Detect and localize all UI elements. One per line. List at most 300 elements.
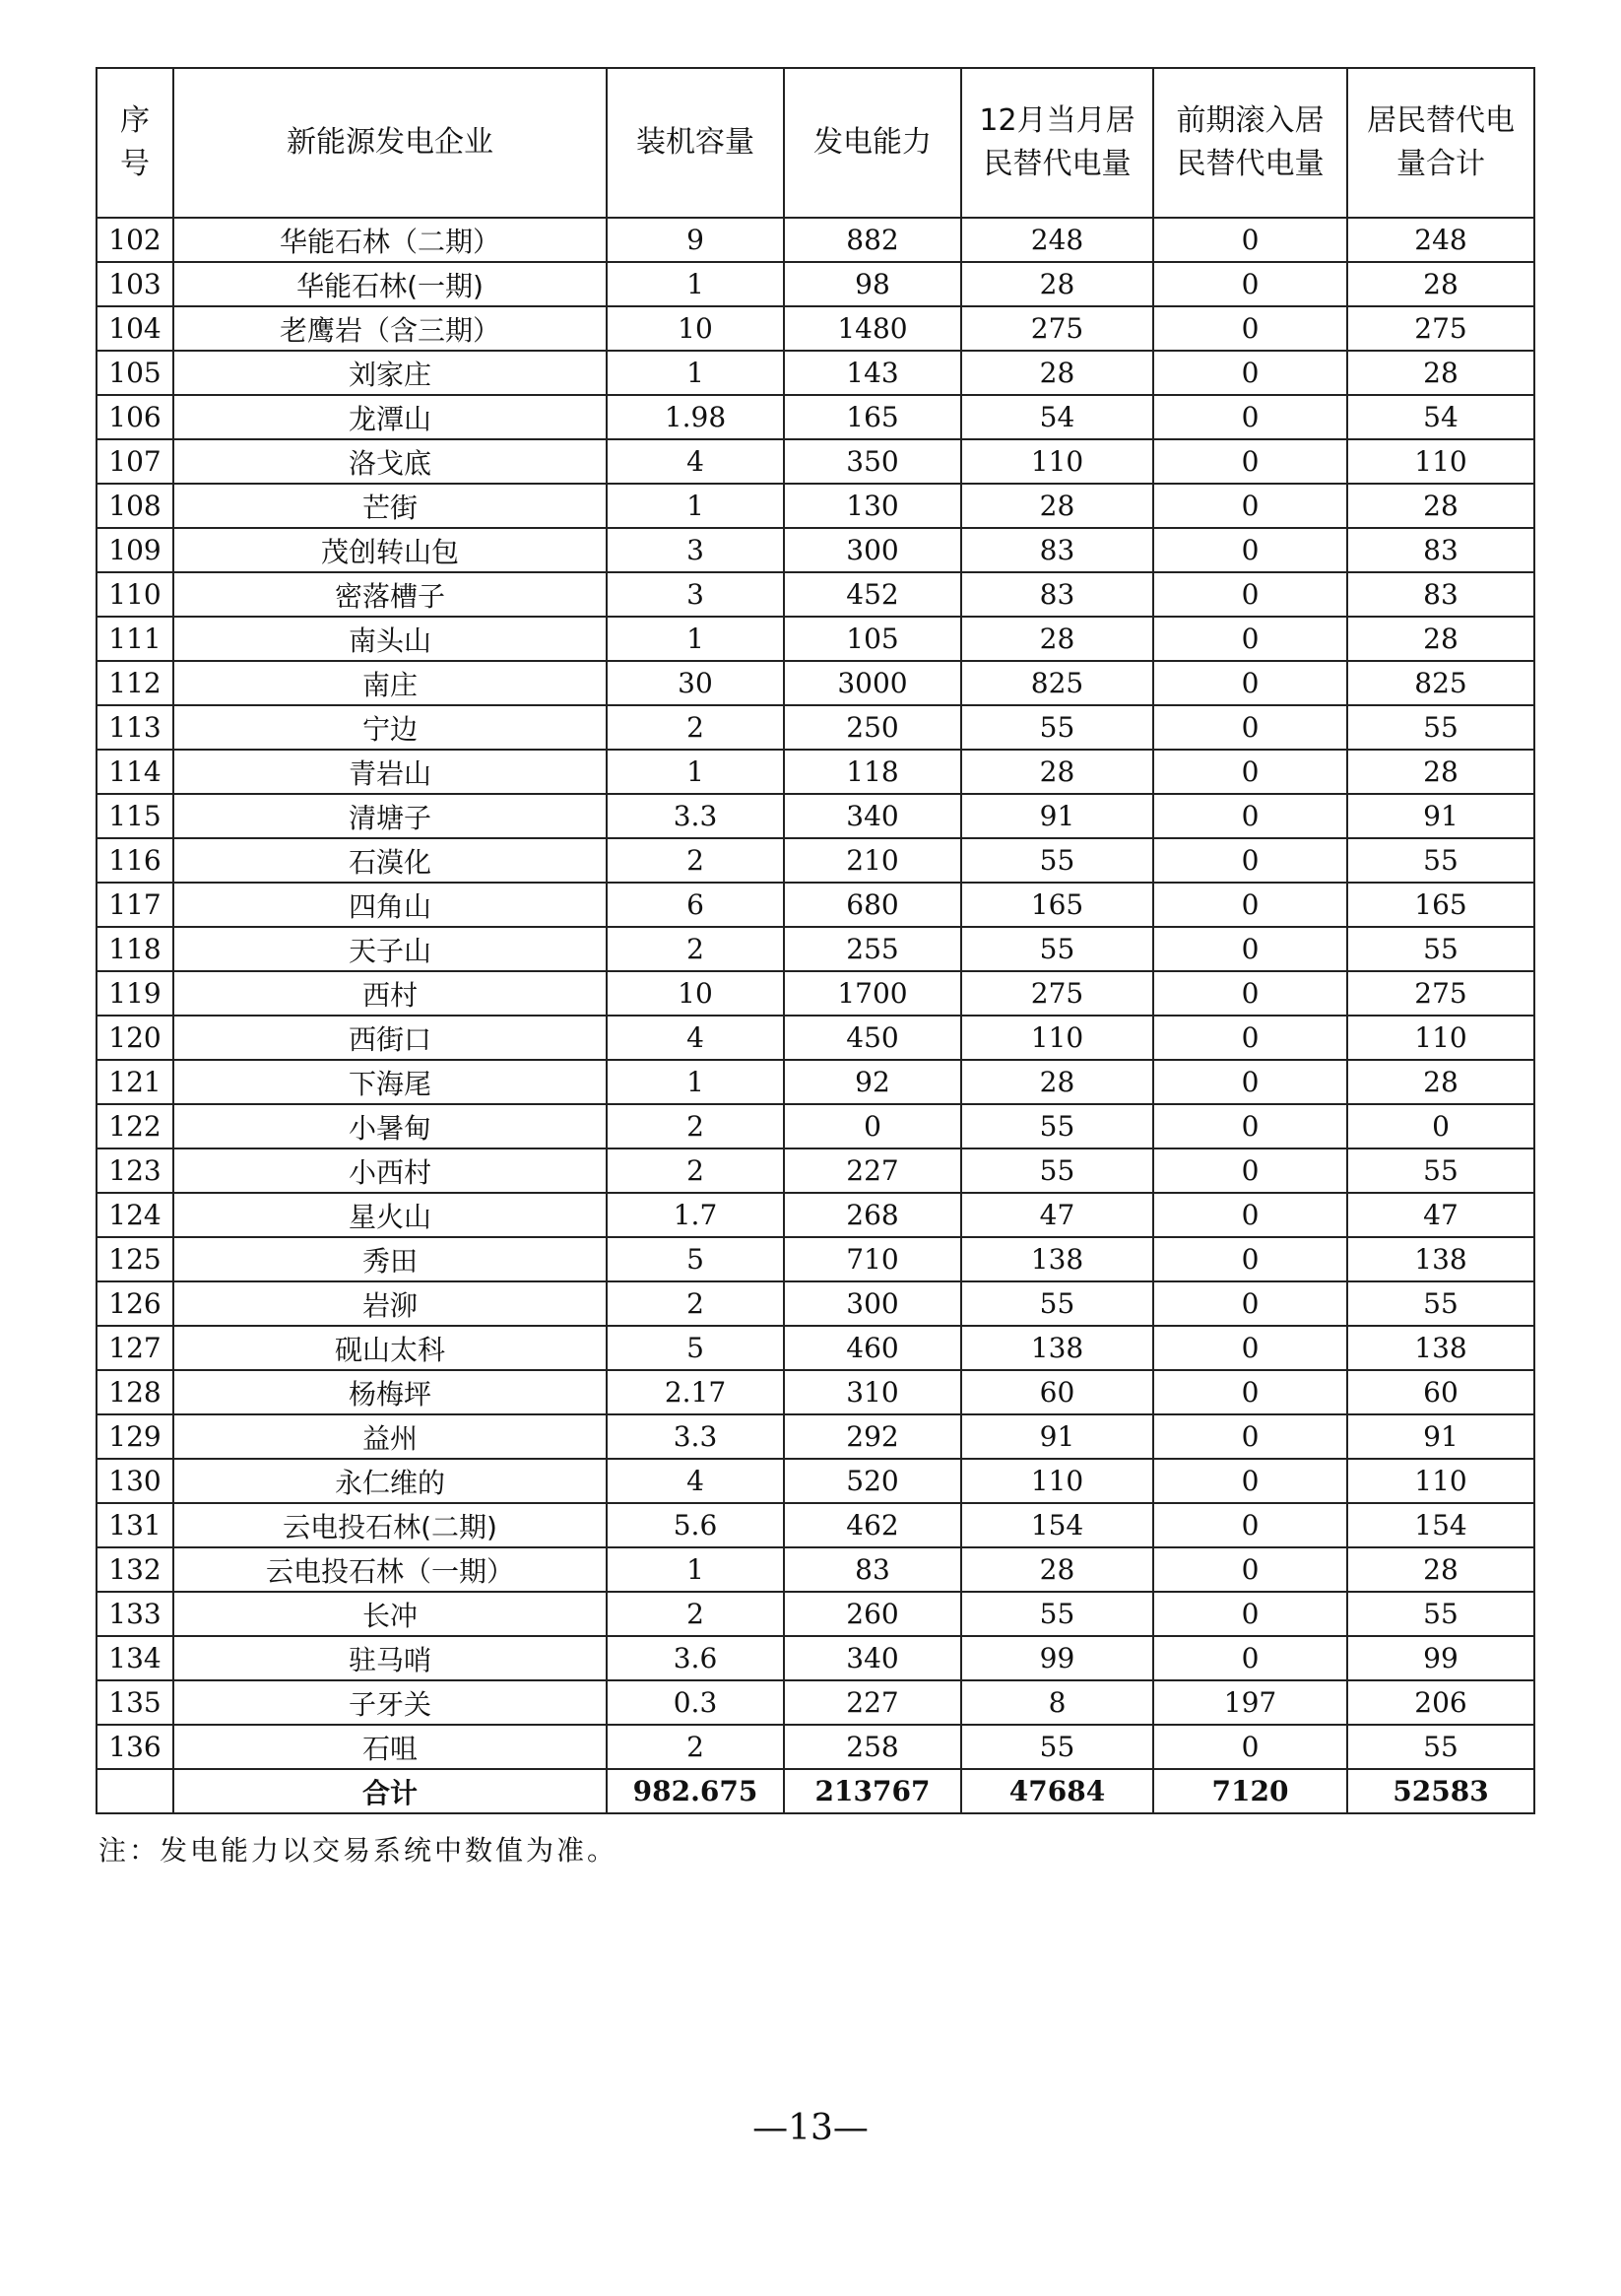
table-row: [97, 661, 1534, 705]
cell-generation: 92: [784, 1060, 961, 1104]
cell-dec: 55: [961, 1725, 1153, 1769]
cell-generation: 130: [784, 484, 961, 528]
cell-total: 28: [1347, 484, 1534, 528]
cell-company: 益州: [173, 1414, 607, 1459]
cell-prior: 0: [1153, 971, 1347, 1016]
header-total: 居民替代电量合计: [1347, 68, 1534, 218]
cell-prior: 0: [1153, 617, 1347, 661]
cell-seq: 136: [97, 1725, 173, 1769]
cell-dec: 55: [961, 838, 1153, 883]
cell-seq: 104: [97, 306, 173, 351]
cell-seq: 135: [97, 1680, 173, 1725]
cell-generation: 105: [784, 617, 961, 661]
total-generation: 213767: [784, 1769, 961, 1813]
cell-prior: 0: [1153, 1592, 1347, 1636]
cell-total: 55: [1347, 838, 1534, 883]
cell-dec: 248: [961, 218, 1153, 262]
cell-capacity: 30: [607, 661, 784, 705]
cell-dec: 154: [961, 1503, 1153, 1547]
cell-prior: 0: [1153, 1237, 1347, 1281]
cell-capacity: 10: [607, 971, 784, 1016]
cell-prior: 0: [1153, 1104, 1347, 1148]
cell-capacity: 4: [607, 1459, 784, 1503]
cell-total: 28: [1347, 1547, 1534, 1592]
table-row: [97, 1370, 1534, 1414]
cell-seq: 110: [97, 572, 173, 617]
cell-prior: 0: [1153, 1459, 1347, 1503]
cell-total: 91: [1347, 1414, 1534, 1459]
cell-total: 110: [1347, 439, 1534, 484]
cell-seq: 125: [97, 1237, 173, 1281]
table-row: [97, 1636, 1534, 1680]
cell-company: 永仁维的: [173, 1459, 607, 1503]
cell-total: 0: [1347, 1104, 1534, 1148]
total-capacity: 982.675: [607, 1769, 784, 1813]
cell-company: 小暑甸: [173, 1104, 607, 1148]
cell-generation: 462: [784, 1503, 961, 1547]
cell-generation: 118: [784, 750, 961, 794]
table-body: [97, 218, 1534, 1769]
cell-dec: 28: [961, 484, 1153, 528]
cell-total: 91: [1347, 794, 1534, 838]
cell-capacity: 4: [607, 1016, 784, 1060]
cell-generation: 210: [784, 838, 961, 883]
cell-dec: 54: [961, 395, 1153, 439]
table-row: [97, 218, 1534, 262]
cell-generation: 143: [784, 351, 961, 395]
cell-total: 55: [1347, 1148, 1534, 1193]
cell-generation: 83: [784, 1547, 961, 1592]
table-row: [97, 1104, 1534, 1148]
table-row: [97, 1060, 1534, 1104]
cell-generation: 260: [784, 1592, 961, 1636]
cell-seq: 112: [97, 661, 173, 705]
cell-total: 154: [1347, 1503, 1534, 1547]
table-row: [97, 617, 1534, 661]
cell-seq: 123: [97, 1148, 173, 1193]
cell-generation: 0: [784, 1104, 961, 1148]
cell-dec: 91: [961, 794, 1153, 838]
cell-company: 石咀: [173, 1725, 607, 1769]
energy-table: [96, 67, 1535, 1814]
cell-total: 138: [1347, 1237, 1534, 1281]
table-row: [97, 1503, 1534, 1547]
cell-generation: 710: [784, 1237, 961, 1281]
cell-prior: 0: [1153, 1547, 1347, 1592]
cell-total: 28: [1347, 750, 1534, 794]
cell-total: 110: [1347, 1459, 1534, 1503]
cell-capacity: 1: [607, 1060, 784, 1104]
cell-seq: 121: [97, 1060, 173, 1104]
cell-company: 西街口: [173, 1016, 607, 1060]
cell-generation: 300: [784, 528, 961, 572]
cell-prior: 0: [1153, 218, 1347, 262]
cell-seq: 103: [97, 262, 173, 306]
cell-seq: 132: [97, 1547, 173, 1592]
cell-seq: 108: [97, 484, 173, 528]
table-row: [97, 1016, 1534, 1060]
cell-company: 宁边: [173, 705, 607, 750]
cell-generation: 292: [784, 1414, 961, 1459]
cell-capacity: 2: [607, 927, 784, 971]
cell-dec: 28: [961, 750, 1153, 794]
cell-seq: 105: [97, 351, 173, 395]
cell-prior: 0: [1153, 439, 1347, 484]
table-row: [97, 1680, 1534, 1725]
table-row: [97, 1592, 1534, 1636]
cell-seq: 122: [97, 1104, 173, 1148]
cell-capacity: 1: [607, 750, 784, 794]
table-row: [97, 1414, 1534, 1459]
cell-total: 47: [1347, 1193, 1534, 1237]
table-row: [97, 794, 1534, 838]
cell-dec: 28: [961, 262, 1153, 306]
table-row: [97, 927, 1534, 971]
cell-company: 秀田: [173, 1237, 607, 1281]
cell-dec: 110: [961, 1459, 1153, 1503]
table-row: [97, 1148, 1534, 1193]
cell-capacity: 2: [607, 1725, 784, 1769]
cell-total: 165: [1347, 883, 1534, 927]
header-seq: 序号: [97, 68, 173, 218]
cell-prior: 0: [1153, 661, 1347, 705]
cell-generation: 258: [784, 1725, 961, 1769]
cell-capacity: 1.98: [607, 395, 784, 439]
cell-total: 275: [1347, 306, 1534, 351]
cell-prior: 0: [1153, 1281, 1347, 1326]
cell-dec: 83: [961, 528, 1153, 572]
cell-generation: 98: [784, 262, 961, 306]
cell-total: 275: [1347, 971, 1534, 1016]
table-row: [97, 572, 1534, 617]
cell-company: 老鹰岩（含三期）: [173, 306, 607, 351]
cell-dec: 8: [961, 1680, 1153, 1725]
cell-dec: 60: [961, 1370, 1153, 1414]
cell-capacity: 10: [607, 306, 784, 351]
cell-company: 天子山: [173, 927, 607, 971]
cell-prior: 0: [1153, 395, 1347, 439]
cell-company: 青岩山: [173, 750, 607, 794]
cell-company: 下海尾: [173, 1060, 607, 1104]
cell-seq: 113: [97, 705, 173, 750]
cell-company: 刘家庄: [173, 351, 607, 395]
cell-total: 28: [1347, 1060, 1534, 1104]
cell-prior: 0: [1153, 1725, 1347, 1769]
cell-total: 825: [1347, 661, 1534, 705]
cell-prior: 0: [1153, 1326, 1347, 1370]
table-row: [97, 705, 1534, 750]
table-row: [97, 750, 1534, 794]
cell-total: 55: [1347, 1725, 1534, 1769]
cell-total: 83: [1347, 528, 1534, 572]
cell-seq: 127: [97, 1326, 173, 1370]
table-row: [97, 306, 1534, 351]
cell-prior: 0: [1153, 1503, 1347, 1547]
cell-capacity: 3: [607, 572, 784, 617]
cell-capacity: 2: [607, 1592, 784, 1636]
cell-total: 138: [1347, 1326, 1534, 1370]
cell-seq: 114: [97, 750, 173, 794]
table-row: [97, 262, 1534, 306]
cell-seq: 106: [97, 395, 173, 439]
cell-prior: 0: [1153, 572, 1347, 617]
cell-capacity: 1: [607, 617, 784, 661]
cell-capacity: 6: [607, 883, 784, 927]
cell-seq: 119: [97, 971, 173, 1016]
cell-generation: 450: [784, 1016, 961, 1060]
cell-total: 99: [1347, 1636, 1534, 1680]
header-capacity: 装机容量: [607, 68, 784, 218]
cell-capacity: 3.6: [607, 1636, 784, 1680]
cell-seq: 107: [97, 439, 173, 484]
table-row: [97, 1725, 1534, 1769]
cell-generation: 268: [784, 1193, 961, 1237]
cell-generation: 255: [784, 927, 961, 971]
cell-generation: 227: [784, 1148, 961, 1193]
total-sum: 52583: [1347, 1769, 1534, 1813]
cell-dec: 28: [961, 351, 1153, 395]
cell-generation: 680: [784, 883, 961, 927]
cell-seq: 130: [97, 1459, 173, 1503]
cell-capacity: 5.6: [607, 1503, 784, 1547]
cell-company: 云电投石林(二期): [173, 1503, 607, 1547]
cell-prior: 0: [1153, 1414, 1347, 1459]
cell-generation: 165: [784, 395, 961, 439]
cell-capacity: 2.17: [607, 1370, 784, 1414]
cell-total: 55: [1347, 1592, 1534, 1636]
cell-company: 小西村: [173, 1148, 607, 1193]
cell-dec: 110: [961, 439, 1153, 484]
cell-capacity: 1: [607, 484, 784, 528]
cell-prior: 0: [1153, 484, 1347, 528]
cell-generation: 340: [784, 794, 961, 838]
cell-prior: 0: [1153, 1016, 1347, 1060]
cell-dec: 28: [961, 1060, 1153, 1104]
cell-capacity: 1: [607, 262, 784, 306]
cell-total: 28: [1347, 351, 1534, 395]
table-row: [97, 971, 1534, 1016]
cell-dec: 165: [961, 883, 1153, 927]
table-row: [97, 484, 1534, 528]
cell-generation: 340: [784, 1636, 961, 1680]
cell-generation: 882: [784, 218, 961, 262]
total-label: 合计: [173, 1769, 607, 1813]
table-row: [97, 351, 1534, 395]
cell-company: 星火山: [173, 1193, 607, 1237]
cell-prior: 0: [1153, 351, 1347, 395]
cell-company: 龙潭山: [173, 395, 607, 439]
cell-company: 石漠化: [173, 838, 607, 883]
cell-capacity: 2: [607, 705, 784, 750]
header-generation: 发电能力: [784, 68, 961, 218]
cell-seq: 117: [97, 883, 173, 927]
cell-dec: 28: [961, 1547, 1153, 1592]
cell-total: 28: [1347, 617, 1534, 661]
table-row: [97, 1547, 1534, 1592]
cell-company: 岩泖: [173, 1281, 607, 1326]
cell-dec: 825: [961, 661, 1153, 705]
cell-generation: 1700: [784, 971, 961, 1016]
cell-seq: 124: [97, 1193, 173, 1237]
header-company: 新能源发电企业: [173, 68, 607, 218]
cell-company: 华能石林（二期）: [173, 218, 607, 262]
cell-prior: 197: [1153, 1680, 1347, 1725]
cell-prior: 0: [1153, 1193, 1347, 1237]
cell-company: 长冲: [173, 1592, 607, 1636]
cell-generation: 227: [784, 1680, 961, 1725]
cell-company: 云电投石林（一期）: [173, 1547, 607, 1592]
total-row: [97, 1769, 1534, 1813]
cell-total: 206: [1347, 1680, 1534, 1725]
cell-capacity: 3.3: [607, 794, 784, 838]
cell-dec: 55: [961, 927, 1153, 971]
cell-capacity: 2: [607, 1104, 784, 1148]
cell-total: 110: [1347, 1016, 1534, 1060]
cell-capacity: 2: [607, 1148, 784, 1193]
cell-total: 55: [1347, 1281, 1534, 1326]
cell-seq: 129: [97, 1414, 173, 1459]
cell-seq: 118: [97, 927, 173, 971]
cell-seq: 116: [97, 838, 173, 883]
cell-dec: 275: [961, 306, 1153, 351]
cell-total: 28: [1347, 262, 1534, 306]
cell-dec: 55: [961, 1148, 1153, 1193]
total-dec: 47684: [961, 1769, 1153, 1813]
table-row: [97, 1193, 1534, 1237]
cell-prior: 0: [1153, 750, 1347, 794]
cell-seq: 128: [97, 1370, 173, 1414]
cell-capacity: 2: [607, 838, 784, 883]
footnote: 注：发电能力以交易系统中数值为准。: [98, 1834, 618, 1867]
cell-generation: 350: [784, 439, 961, 484]
cell-capacity: 1.7: [607, 1193, 784, 1237]
cell-dec: 47: [961, 1193, 1153, 1237]
cell-seq: 126: [97, 1281, 173, 1326]
cell-total: 60: [1347, 1370, 1534, 1414]
cell-dec: 55: [961, 1281, 1153, 1326]
cell-seq: 133: [97, 1592, 173, 1636]
cell-prior: 0: [1153, 1636, 1347, 1680]
cell-prior: 0: [1153, 528, 1347, 572]
cell-prior: 0: [1153, 794, 1347, 838]
table-row: [97, 1237, 1534, 1281]
table-row: [97, 1326, 1534, 1370]
cell-company: 西村: [173, 971, 607, 1016]
cell-dec: 83: [961, 572, 1153, 617]
cell-capacity: 5: [607, 1237, 784, 1281]
cell-seq: 134: [97, 1636, 173, 1680]
cell-dec: 55: [961, 1104, 1153, 1148]
cell-prior: 0: [1153, 1060, 1347, 1104]
cell-company: 砚山太科: [173, 1326, 607, 1370]
cell-company: 茂创转山包: [173, 528, 607, 572]
cell-company: 华能石林(一期): [173, 262, 607, 306]
cell-capacity: 9: [607, 218, 784, 262]
page-number: —13—: [752, 2108, 869, 2148]
cell-seq: 102: [97, 218, 173, 262]
cell-prior: 0: [1153, 927, 1347, 971]
cell-dec: 138: [961, 1326, 1153, 1370]
cell-company: 驻马哨: [173, 1636, 607, 1680]
cell-dec: 275: [961, 971, 1153, 1016]
cell-prior: 0: [1153, 838, 1347, 883]
cell-dec: 110: [961, 1016, 1153, 1060]
header-dec: 12月当月居民替代电量: [961, 68, 1153, 218]
cell-company: 洛戈底: [173, 439, 607, 484]
cell-company: 子牙关: [173, 1680, 607, 1725]
cell-dec: 55: [961, 705, 1153, 750]
table-row: [97, 528, 1534, 572]
cell-company: 密落槽子: [173, 572, 607, 617]
cell-total: 83: [1347, 572, 1534, 617]
total-prior: 7120: [1153, 1769, 1347, 1813]
cell-total: 54: [1347, 395, 1534, 439]
cell-dec: 55: [961, 1592, 1153, 1636]
cell-dec: 138: [961, 1237, 1153, 1281]
cell-generation: 520: [784, 1459, 961, 1503]
cell-prior: 0: [1153, 1148, 1347, 1193]
cell-total: 55: [1347, 705, 1534, 750]
cell-generation: 3000: [784, 661, 961, 705]
cell-seq: 120: [97, 1016, 173, 1060]
cell-seq: 109: [97, 528, 173, 572]
total-seq: [97, 1769, 173, 1813]
cell-capacity: 4: [607, 439, 784, 484]
cell-total: 248: [1347, 218, 1534, 262]
cell-company: 南庄: [173, 661, 607, 705]
table-row: [97, 1459, 1534, 1503]
cell-capacity: 5: [607, 1326, 784, 1370]
cell-capacity: 1: [607, 351, 784, 395]
cell-capacity: 3.3: [607, 1414, 784, 1459]
cell-prior: 0: [1153, 883, 1347, 927]
cell-capacity: 2: [607, 1281, 784, 1326]
cell-total: 55: [1347, 927, 1534, 971]
cell-dec: 91: [961, 1414, 1153, 1459]
cell-generation: 250: [784, 705, 961, 750]
cell-capacity: 1: [607, 1547, 784, 1592]
cell-company: 清塘子: [173, 794, 607, 838]
cell-prior: 0: [1153, 1370, 1347, 1414]
cell-generation: 460: [784, 1326, 961, 1370]
cell-seq: 131: [97, 1503, 173, 1547]
table-row: [97, 1281, 1534, 1326]
cell-seq: 115: [97, 794, 173, 838]
table-row: [97, 838, 1534, 883]
table-row: [97, 395, 1534, 439]
cell-prior: 0: [1153, 262, 1347, 306]
cell-prior: 0: [1153, 306, 1347, 351]
table-row: [97, 883, 1534, 927]
cell-capacity: 3: [607, 528, 784, 572]
header-prior: 前期滚入居民替代电量: [1153, 68, 1347, 218]
cell-company: 芒街: [173, 484, 607, 528]
cell-company: 四角山: [173, 883, 607, 927]
cell-seq: 111: [97, 617, 173, 661]
cell-generation: 1480: [784, 306, 961, 351]
cell-company: 杨梅坪: [173, 1370, 607, 1414]
table-row: [97, 439, 1534, 484]
cell-dec: 99: [961, 1636, 1153, 1680]
cell-dec: 28: [961, 617, 1153, 661]
cell-capacity: 0.3: [607, 1680, 784, 1725]
cell-company: 南头山: [173, 617, 607, 661]
cell-generation: 300: [784, 1281, 961, 1326]
cell-generation: 310: [784, 1370, 961, 1414]
table-header-row: [97, 68, 1534, 218]
cell-prior: 0: [1153, 705, 1347, 750]
cell-generation: 452: [784, 572, 961, 617]
